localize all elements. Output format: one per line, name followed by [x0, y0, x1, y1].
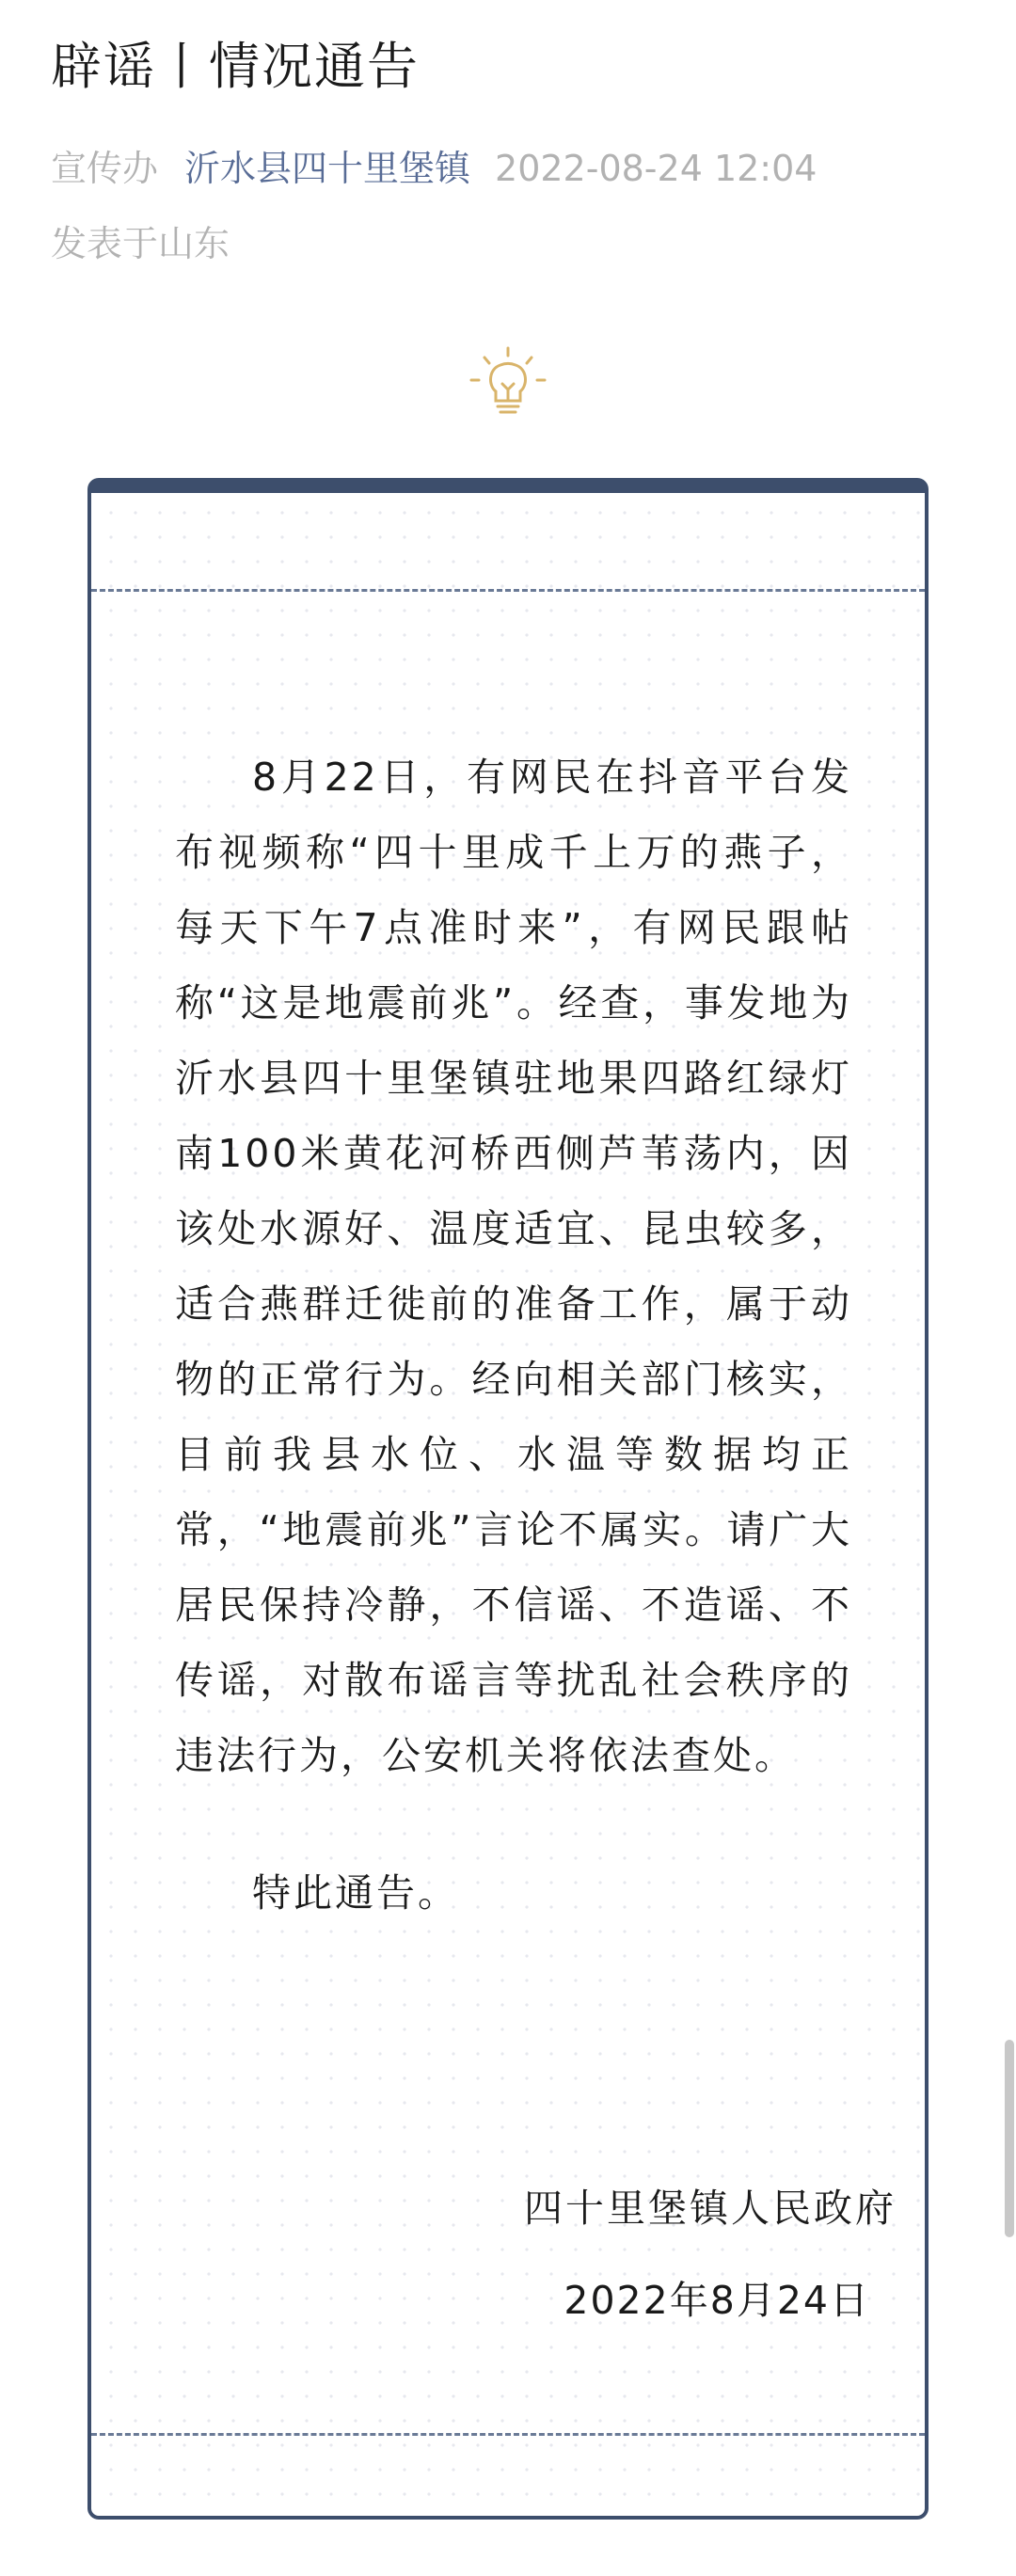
author-label: 宣传办: [51, 148, 159, 189]
publish-location: 发表于山东: [51, 223, 230, 264]
notice-paragraph: 8月22日，有网民在抖音平台发布视频称“四十里成千上万的燕子，每天下午7点准时来”，有网民跟帖称“这是地震前兆”。经查，事发地为沂水县四十里堡镇驻地果四路红绿灯南100米黄花河桥西侧芦苇荡内，因该处水源好、温度适宜、昆虫较多，适合燕群迁徙前的准备工作，属于动物的正常行为。经向相关部门核实，目前我县水位、水温等数据均正常，“地震前兆”言论不属实。请广大居民保持冷静，不信谣、不造谣、不传谣，对散布谣言等扰乱社会秩序的违法行为，公安机关将依法查处。: [175, 755, 852, 1778]
account-name-link[interactable]: 沂水县四十里堡镇: [184, 148, 471, 189]
bottom-dashed-divider: [91, 2433, 925, 2436]
publish-time: 2022-08-24 12:04: [495, 148, 818, 189]
top-dashed-divider: [91, 589, 925, 592]
scrollbar[interactable]: [1005, 2040, 1014, 2237]
notice-body: [175, 739, 852, 1931]
lightbulb-icon: [468, 344, 548, 425]
notice-card: [87, 478, 929, 2520]
signature-organization: 四十里堡镇人民政府: [524, 2186, 897, 2231]
notice-closing: 特此通告。: [252, 1870, 459, 1916]
article-title: 辟谣丨情况通告: [51, 37, 420, 96]
signature-date: 2022年8月24日: [564, 2278, 870, 2323]
article-meta: [51, 139, 817, 191]
